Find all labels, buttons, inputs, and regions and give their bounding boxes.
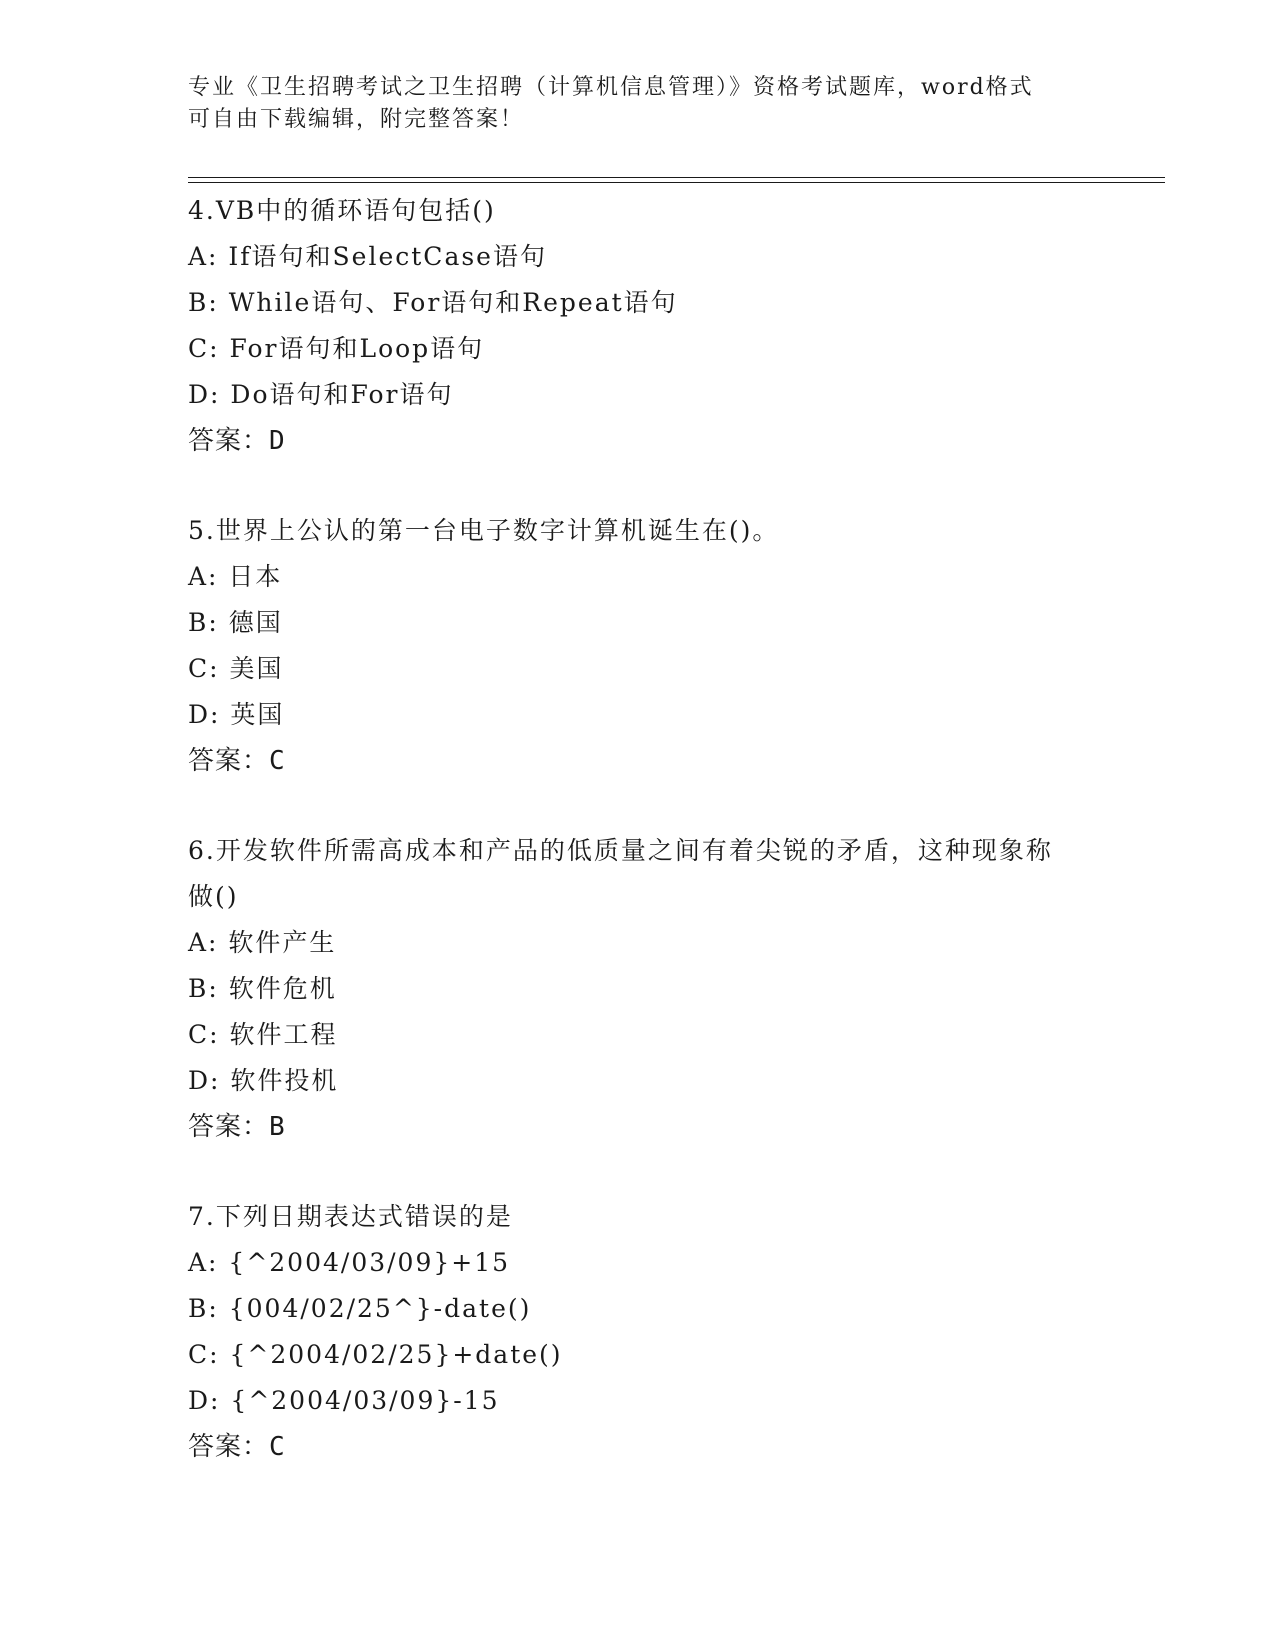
answer-value: C: [269, 1432, 286, 1462]
question-stem: 5.世界上公认的第一台电子数字计算机诞生在()。: [188, 516, 780, 545]
option-d: D: {^2004/03/09}-15: [188, 1386, 500, 1415]
option-c: C: {^2004/02/25}+date(): [188, 1340, 563, 1369]
answer-line: [188, 418, 1078, 464]
option-b: B: 软件危机: [188, 974, 337, 1003]
option-a: A: {^2004/03/09}+15: [188, 1248, 511, 1277]
header-line-1: 专业《卫生招聘考试之卫生招聘（计算机信息管理）》资格考试题库，word格式: [188, 75, 1034, 100]
question-6: [188, 828, 1078, 1150]
question-stem: 6.开发软件所需高成本和产品的低质量之间有着尖锐的矛盾，这种现象称做(): [188, 836, 1053, 911]
answer-line: [188, 738, 1078, 784]
answer-value: C: [269, 746, 286, 776]
answer-line: [188, 1104, 1078, 1150]
option-d: D: 软件投机: [188, 1066, 339, 1095]
question-stem: 4.VB中的循环语句包括(): [188, 196, 496, 225]
question-5: [188, 508, 1078, 784]
option-b: B: 德国: [188, 608, 283, 637]
answer-line: [188, 1424, 1078, 1470]
header-line-2: 可自由下载编辑，附完整答案！: [188, 107, 525, 132]
question-7: [188, 1194, 1078, 1470]
option-c: C: For语句和Loop语句: [188, 334, 485, 363]
answer-label: 答案：: [188, 426, 270, 456]
header-divider-top: [188, 177, 1165, 178]
option-b: B: While语句、For语句和Repeat语句: [188, 288, 678, 317]
option-d: D: Do语句和For语句: [188, 380, 454, 409]
answer-label: 答案：: [188, 1112, 270, 1142]
answer-value: B: [269, 1112, 286, 1142]
option-a: A: 日本: [188, 562, 283, 591]
option-c: C: 软件工程: [188, 1020, 338, 1049]
answer-label: 答案：: [188, 1432, 270, 1462]
document-header: [188, 72, 1088, 136]
option-a: A: If语句和SelectCase语句: [188, 242, 547, 271]
question-stem: 7.下列日期表达式错误的是: [188, 1202, 513, 1231]
option-d: D: 英国: [188, 700, 285, 729]
answer-value: D: [269, 426, 286, 456]
option-c: C: 美国: [188, 654, 284, 683]
option-a: A: 软件产生: [188, 928, 337, 957]
question-4: [188, 188, 1078, 464]
option-b: B: {004/02/25^}-date(): [188, 1294, 532, 1323]
answer-label: 答案：: [188, 746, 270, 776]
header-divider-bottom: [188, 182, 1165, 183]
